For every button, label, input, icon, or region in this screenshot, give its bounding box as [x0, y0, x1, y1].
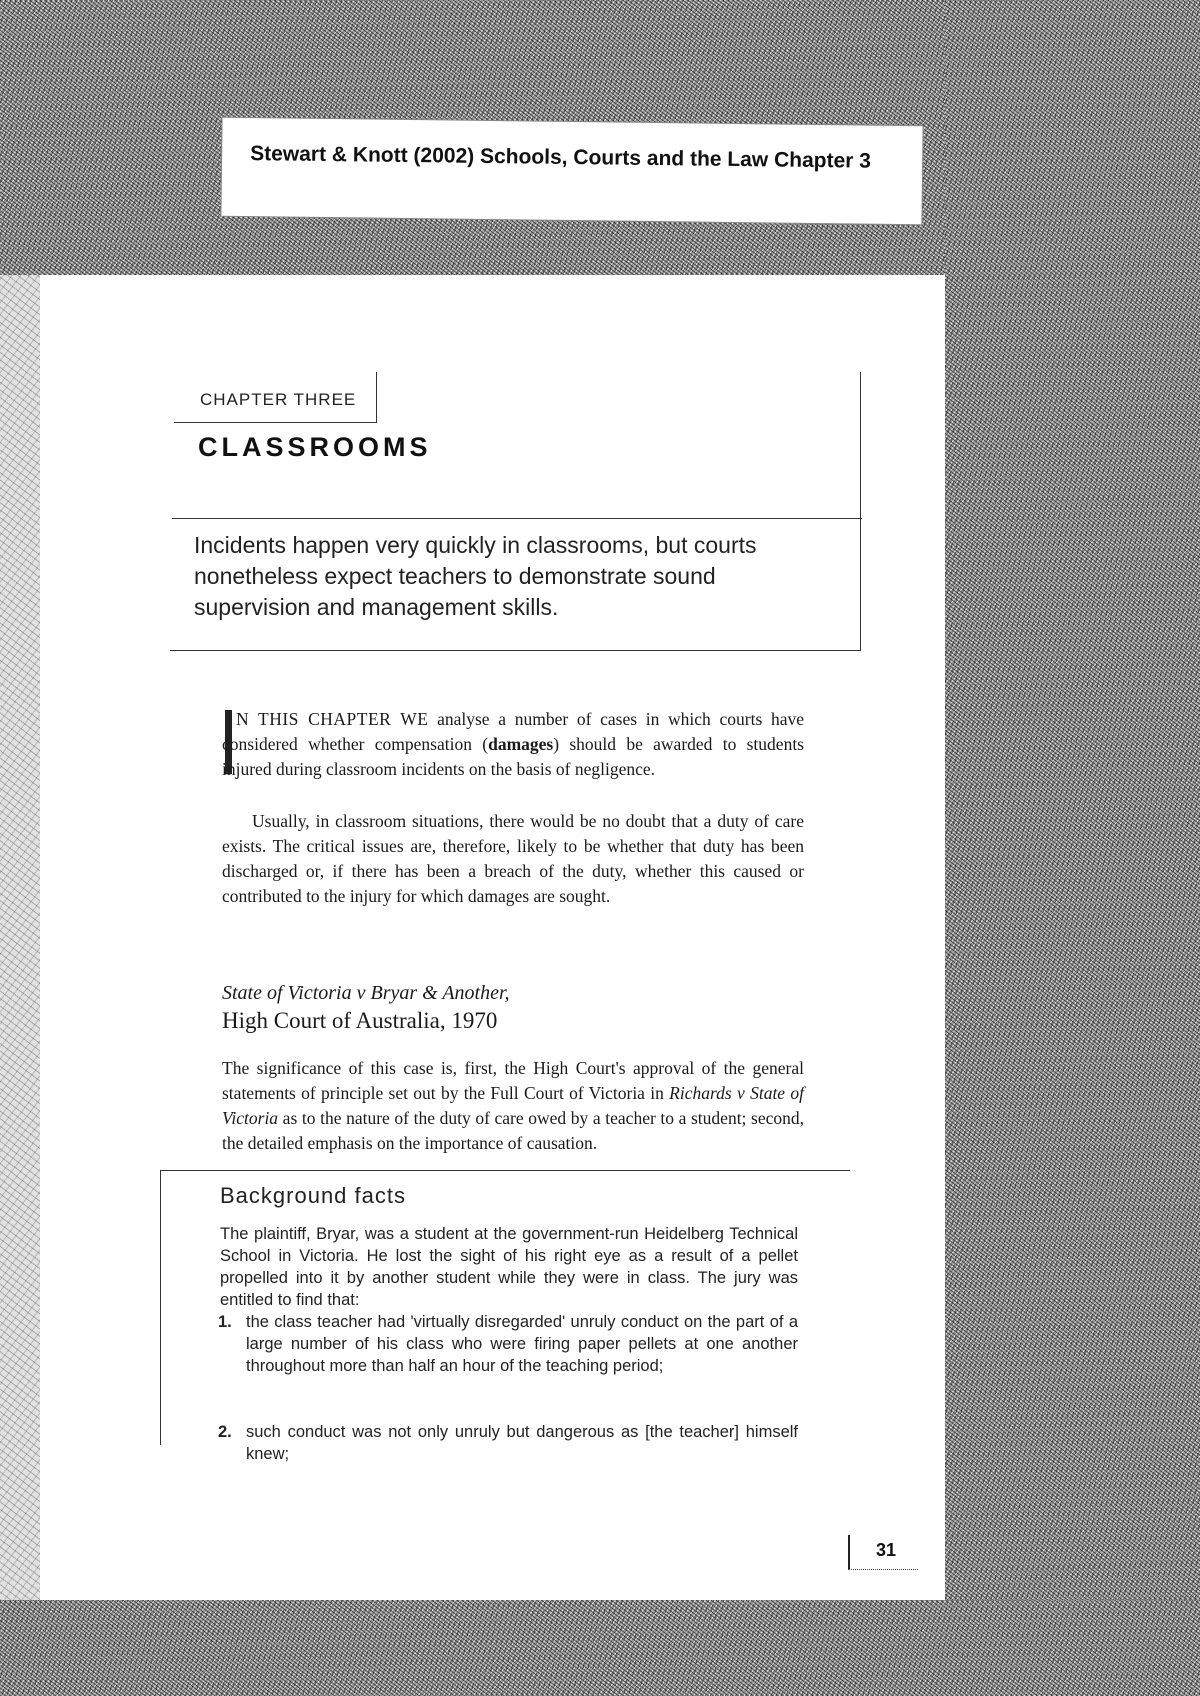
case-court: High Court of Australia, 1970: [222, 1008, 498, 1033]
significance-paragraph: [222, 1056, 804, 1156]
chapter-title: CLASSROOMS: [198, 432, 432, 462]
facts-paragraph: The plaintiff, Bryar, was a student at the government-run Heidelberg Technical School in Victoria. He lost the sight of his right eye as a result of a pellet propelled into it by another student while they were in class. The jury was entitled to find that:: [220, 1225, 798, 1309]
list-item: [218, 1311, 798, 1377]
intro-lead: N THIS CHAPTER WE: [236, 709, 429, 729]
facts-rule: [160, 1170, 850, 1171]
list-item-text: such conduct was not only unruly but dangerous as [the teacher] himself knew;: [246, 1423, 798, 1463]
chapter-divider: [172, 518, 862, 519]
page-number-rule: [848, 1535, 850, 1569]
header-label: [221, 118, 922, 225]
header-title: Stewart & Knott (2002) Schools, Courts and the Law Chapter 3: [250, 142, 872, 173]
intro-paragraph-1: [222, 707, 804, 782]
significance-text-a: The significance of this case is, first, the High Court's approval of the general statements of principle set out by the Full Court of Victoria in: [222, 1058, 804, 1103]
list-item-number: 1.: [218, 1313, 232, 1331]
page-number-underline: [848, 1569, 918, 1570]
scan-border-left: [0, 275, 40, 1600]
list-item: [218, 1421, 798, 1465]
significance-text-b: as to the nature of the duty of care owed by a teacher to a student; second, the detailed emphasis on the importance of causation.: [222, 1108, 804, 1153]
list-item-text: the class teacher had 'virtually disregarded' unruly conduct on the part of a large number of his class who were firing paper pellets at one another throughout more than half an hour of the teaching period;: [246, 1313, 798, 1375]
intro-paragraph-2: Usually, in classroom situations, there would be no doubt that a duty of care exists. The critical issues are, therefore, likely to be whether that duty has been discharged or, if there has been a breach of the duty, whether this caused or contributed to the injury for which damages are sought.: [222, 811, 804, 906]
intro-text-b: ) should be awarded to students injured during classroom incidents on the basis of negligence.: [222, 734, 804, 779]
intro-bold-term: damages: [488, 734, 554, 754]
page-number: 31: [876, 1540, 897, 1560]
intro-text-a: analyse a number of cases in which courts have considered whether compensation (: [222, 709, 804, 754]
facts-heading: Background facts: [220, 1183, 406, 1208]
scan-border-right: [945, 0, 1200, 1696]
scan-border-bottom: [0, 1600, 1200, 1696]
list-item-number: 2.: [218, 1423, 232, 1441]
case-title: State of Victoria v Bryar & Another,: [222, 982, 510, 1004]
facts-sidebar-line: [160, 1170, 161, 1445]
significance-case-citation: Richards v State of Victoria: [222, 1083, 804, 1128]
chapter-label: CHAPTER THREE: [200, 390, 357, 409]
chapter-summary: Incidents happen very quickly in classrooms, but courts nonetheless expect teachers to demonstrate sound supervision and management skills.: [194, 532, 757, 620]
